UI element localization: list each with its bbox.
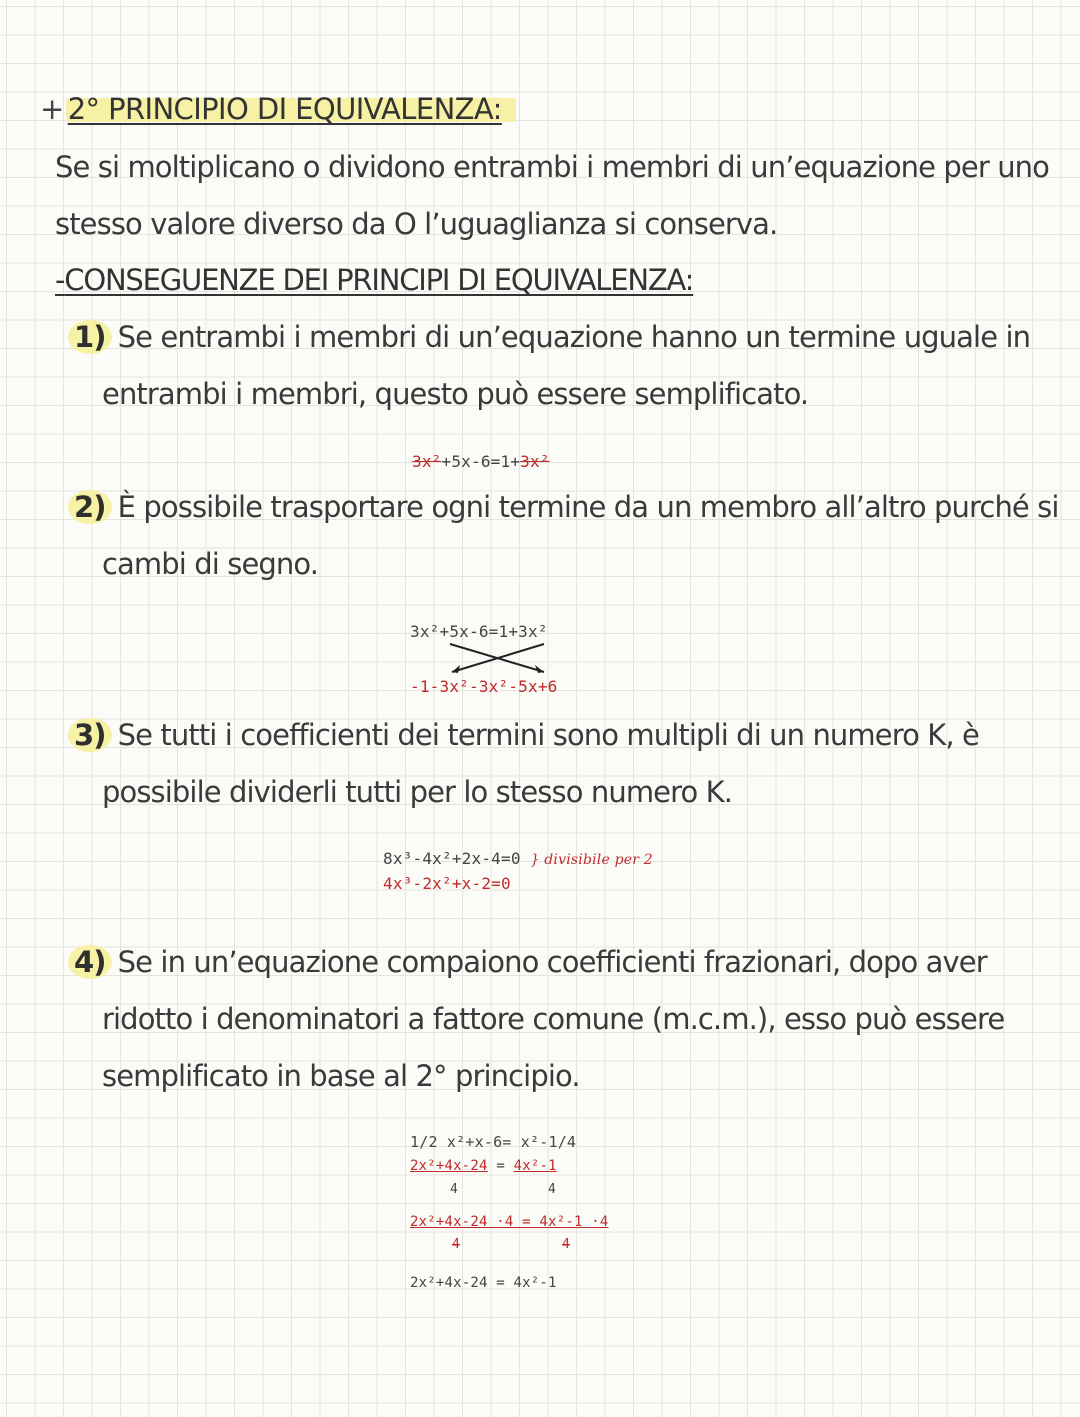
item-4-line-2: ridotto i denominatori a fattore comune (m.c.m.), esso può essere: [102, 1002, 1005, 1036]
example-2-line-2: -1-3x²-3x²-5x+6: [410, 677, 558, 696]
item-4-number: 4): [68, 945, 112, 979]
heading2-bullet: -: [55, 263, 65, 297]
crossing-arrows-icon: [440, 642, 560, 676]
example-1-equation: [412, 452, 550, 471]
example-3-line-1: [383, 849, 653, 868]
principle-heading-text: 2° PRINCIPIO DI EQUIVALENZA:: [66, 92, 516, 126]
item-1-line-2: entrambi i membri, questo può essere semplificato.: [102, 377, 809, 411]
item-3-line-2: possibile dividerli tutti per lo stesso numero K.: [102, 775, 733, 809]
item-1-number: 1): [68, 320, 112, 354]
item-4-text: Se in un’equazione compaiono coefficienti frazionari, dopo aver: [117, 945, 987, 979]
item-3-number: 3): [68, 718, 112, 752]
example-4-line-3: 2x²+4x-24 ·4 = 4x²-1 ·4: [410, 1214, 609, 1230]
example-4-line-4: 2x²+4x-24 = 4x²-1: [410, 1275, 557, 1291]
example-4-line-3-right-denominator: 4: [562, 1237, 571, 1252]
example-3-equation: 8x³-4x²+2x-4=0: [383, 849, 521, 868]
example-4-right-denominator: 4: [548, 1182, 557, 1197]
item-4-line-3: semplificato in base al 2° principio.: [102, 1059, 580, 1093]
principle-line-2: stesso valore diverso da O l’uguaglianza si conserva.: [55, 207, 778, 241]
example-1-struck-right: 3x²: [520, 452, 550, 471]
example-3-note: } divisibile per 2: [530, 852, 653, 868]
item-2-number: 2): [68, 490, 112, 524]
item-1-line-1: [68, 320, 1030, 354]
item-1-text: Se entrambi i membri di un’equazione hanno un termine uguale in: [117, 320, 1031, 354]
principle-line-1: Se si moltiplicano o dividono entrambi i membri di un’equazione per uno: [55, 150, 1050, 184]
example-4-fraction-row: [410, 1158, 557, 1174]
item-2-line-2: cambi di segno.: [102, 547, 319, 581]
item-2-text: È possibile trasportare ogni termine da un membro all’altro purché si: [117, 490, 1059, 524]
example-4-line-3-left-denominator: 4: [452, 1237, 461, 1252]
example-3-line-2: 4x³-2x²+x-2=0: [383, 874, 511, 893]
item-2-line-1: [68, 490, 1059, 524]
consequences-heading-text: CONSEGUENZE DEI PRINCIPI DI EQUIVALENZA:: [64, 263, 694, 297]
example-4-right-numerator: 4x²-1: [513, 1158, 557, 1174]
example-1-struck-left: 3x²: [412, 452, 442, 471]
example-4-equals: =: [496, 1158, 505, 1174]
example-2-line-1: 3x²+5x-6=1+3x²: [410, 622, 548, 641]
example-4-left-denominator: 4: [450, 1182, 459, 1197]
example-4-line-1: 1/2 x²+x-6= x²-1/4: [410, 1133, 577, 1151]
consequences-heading: [55, 263, 693, 297]
item-3-text: Se tutti i coefficienti dei termini sono multipli di un numero K, è: [117, 718, 979, 752]
example-1-middle: +5x-6=1+: [441, 452, 521, 471]
item-4-line-1: [68, 945, 987, 979]
item-3-line-1: [68, 718, 979, 752]
example-4-left-numerator: 2x²+4x-24: [410, 1158, 488, 1174]
heading-bullet: +: [40, 92, 64, 126]
principle-heading: [40, 92, 516, 126]
